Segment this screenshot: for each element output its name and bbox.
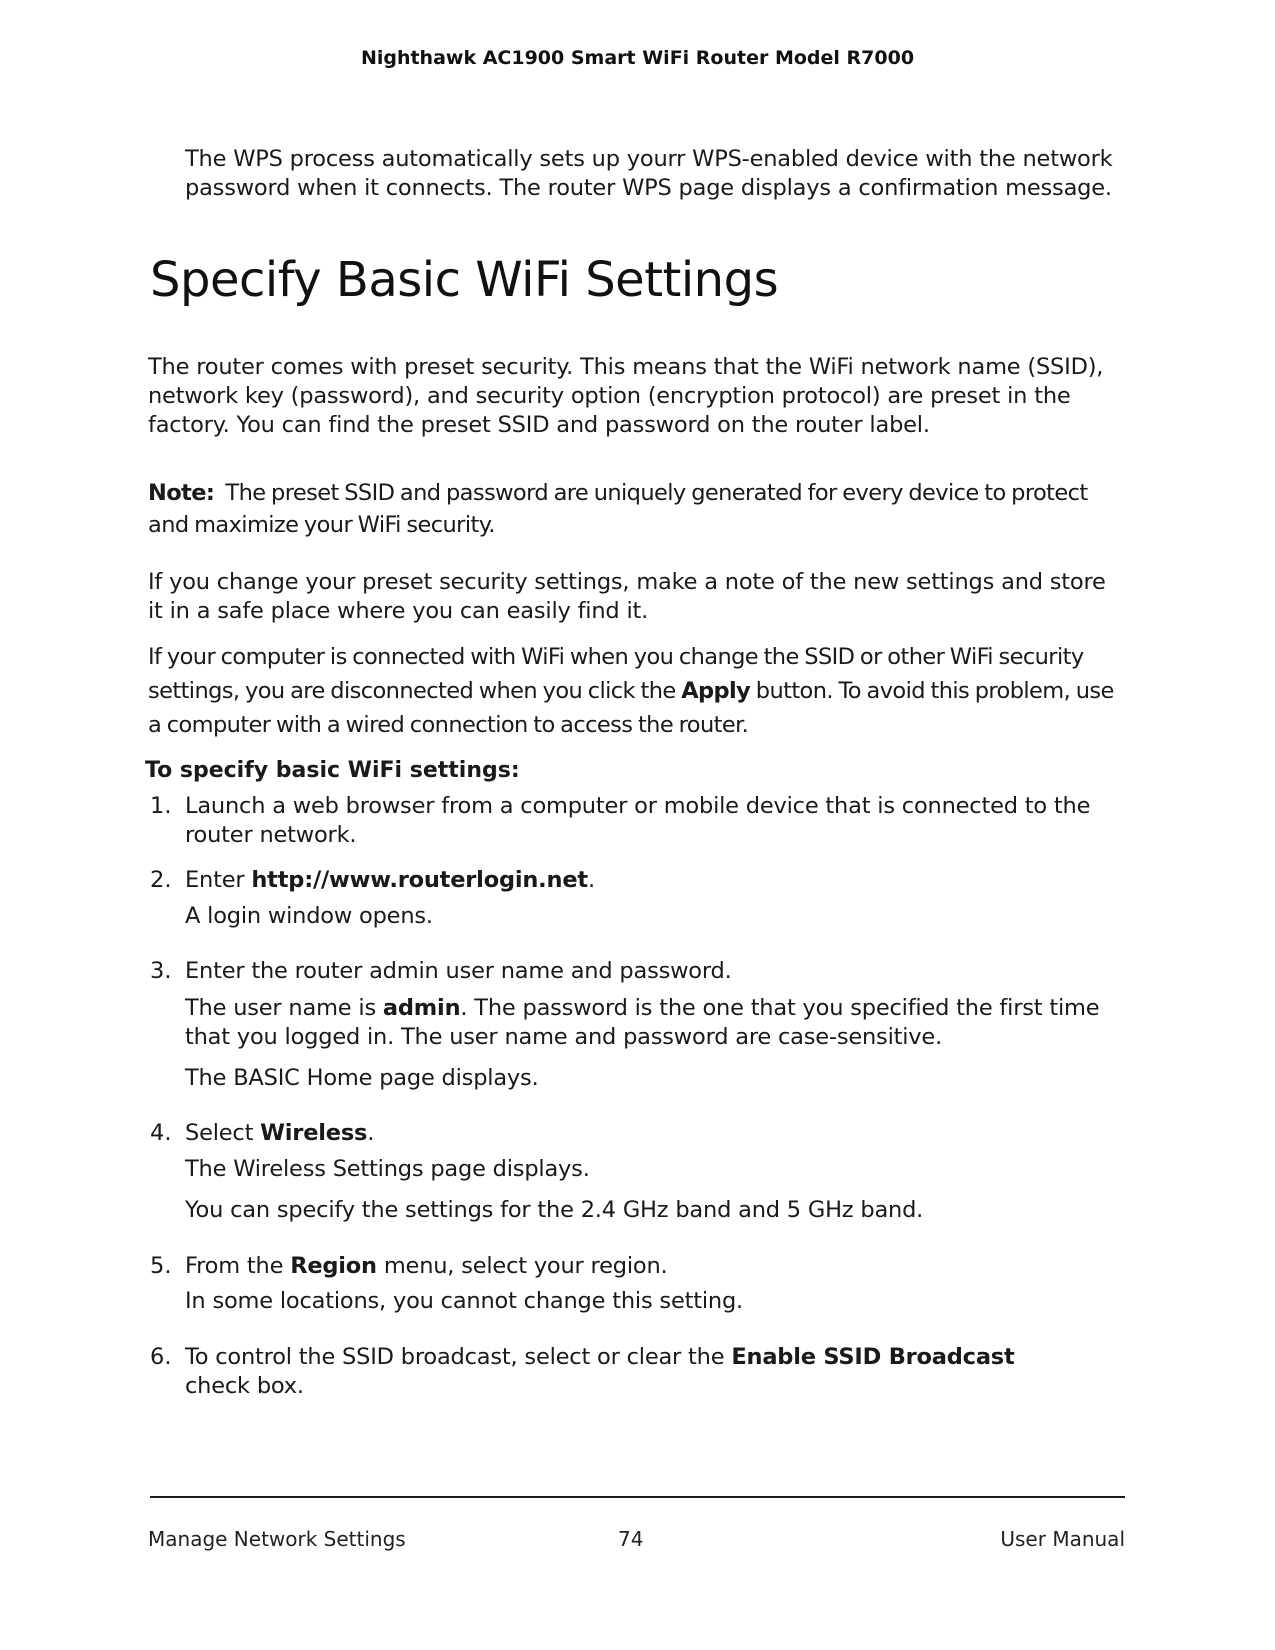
footer-chapter: Manage Network Settings [148,1527,406,1551]
step-3-text: Enter the router admin user name and password. [185,958,732,984]
step-2-number: 2. [150,867,172,893]
step-4-result: The Wireless Settings page displays. [185,1156,590,1182]
step-4-post: . [367,1120,375,1146]
note-label: Note: [148,480,215,506]
step-2-post: . [587,867,595,893]
note-text: The preset SSID and password are uniquely generated for every device to protect and maximize your WiFi security. [148,480,1088,538]
step-5-post: menu, select your region. [376,1253,668,1279]
step-4-text [185,1119,1120,1148]
step-4-number: 4. [150,1120,172,1146]
step-5-result: In some locations, you cannot change this setting. [185,1288,743,1314]
step-3-result: The BASIC Home page displays. [185,1065,539,1091]
step-3-detail-post: . The password is the one that you specified the first time that you logged in. The user name and password are case-sensitive. [185,995,1100,1050]
step-5-pre: From the [185,1253,291,1279]
step-3-number: 3. [150,958,172,984]
step-5-number: 5. [150,1253,172,1279]
enable-ssid-broadcast-label: Enable SSID Broadcast [731,1344,1015,1370]
step-2-result: A login window opens. [185,903,433,929]
para3-pre: If your computer is connected with WiFi when you change the SSID or other WiFi security settings, you are disconnected when you click the [148,644,1084,704]
step-1-number: 1. [150,793,172,819]
wireless-label: Wireless [260,1120,368,1146]
change-settings-paragraph: If you change your preset security settings, make a note of the new settings and store it in a safe place where you can easily find it. [148,569,1106,624]
step-2-pre: Enter [185,867,252,893]
step-6-text [185,1343,1085,1401]
region-label: Region [290,1253,377,1279]
step-1-text: Launch a web browser from a computer or mobile device that is connected to the router network. [185,793,1091,848]
step-6-post: check box. [185,1373,304,1399]
step-2-text [185,866,1120,895]
wifi-disconnect-paragraph [148,640,1128,742]
preset-security-paragraph: The router comes with preset security. This means that the WiFi network name (SSID), network key (password), and security option (encryption protocol) are preset in the factory. You can find the preset SSID and password on the router label. [148,354,1104,438]
step-3-detail [185,994,1120,1052]
step-3-detail-pre: The user name is [185,995,383,1021]
section-heading: Specify Basic WiFi Settings [150,252,779,308]
note-paragraph [148,477,1128,541]
step-4-pre: Select [185,1120,261,1146]
procedure-title: To specify basic WiFi settings: [145,758,520,783]
step-5-text [185,1252,1120,1281]
admin-label: admin [382,995,461,1021]
intro-paragraph: The WPS process automatically sets up yourr WPS-enabled device with the network password when it connects. The router WPS page displays a confirmation message. [185,146,1113,201]
step-6-pre: To control the SSID broadcast, select or clear the [185,1344,732,1370]
footer-manual-title: User Manual [1000,1527,1125,1551]
router-login-url: http://www.routerlogin.net [251,867,588,893]
apply-label: Apply [681,678,751,704]
page-header: Nighthawk AC1900 Smart WiFi Router Model R7000 [360,47,915,69]
footer-divider [150,1496,1125,1498]
para3-post: button. To avoid this problem, use a computer with a wired connection to access the router. [148,678,1114,738]
footer-page-number: 74 [618,1527,644,1551]
step-6-number: 6. [150,1344,172,1370]
step-4-detail: You can specify the settings for the 2.4 GHz band and 5 GHz band. [185,1197,924,1223]
